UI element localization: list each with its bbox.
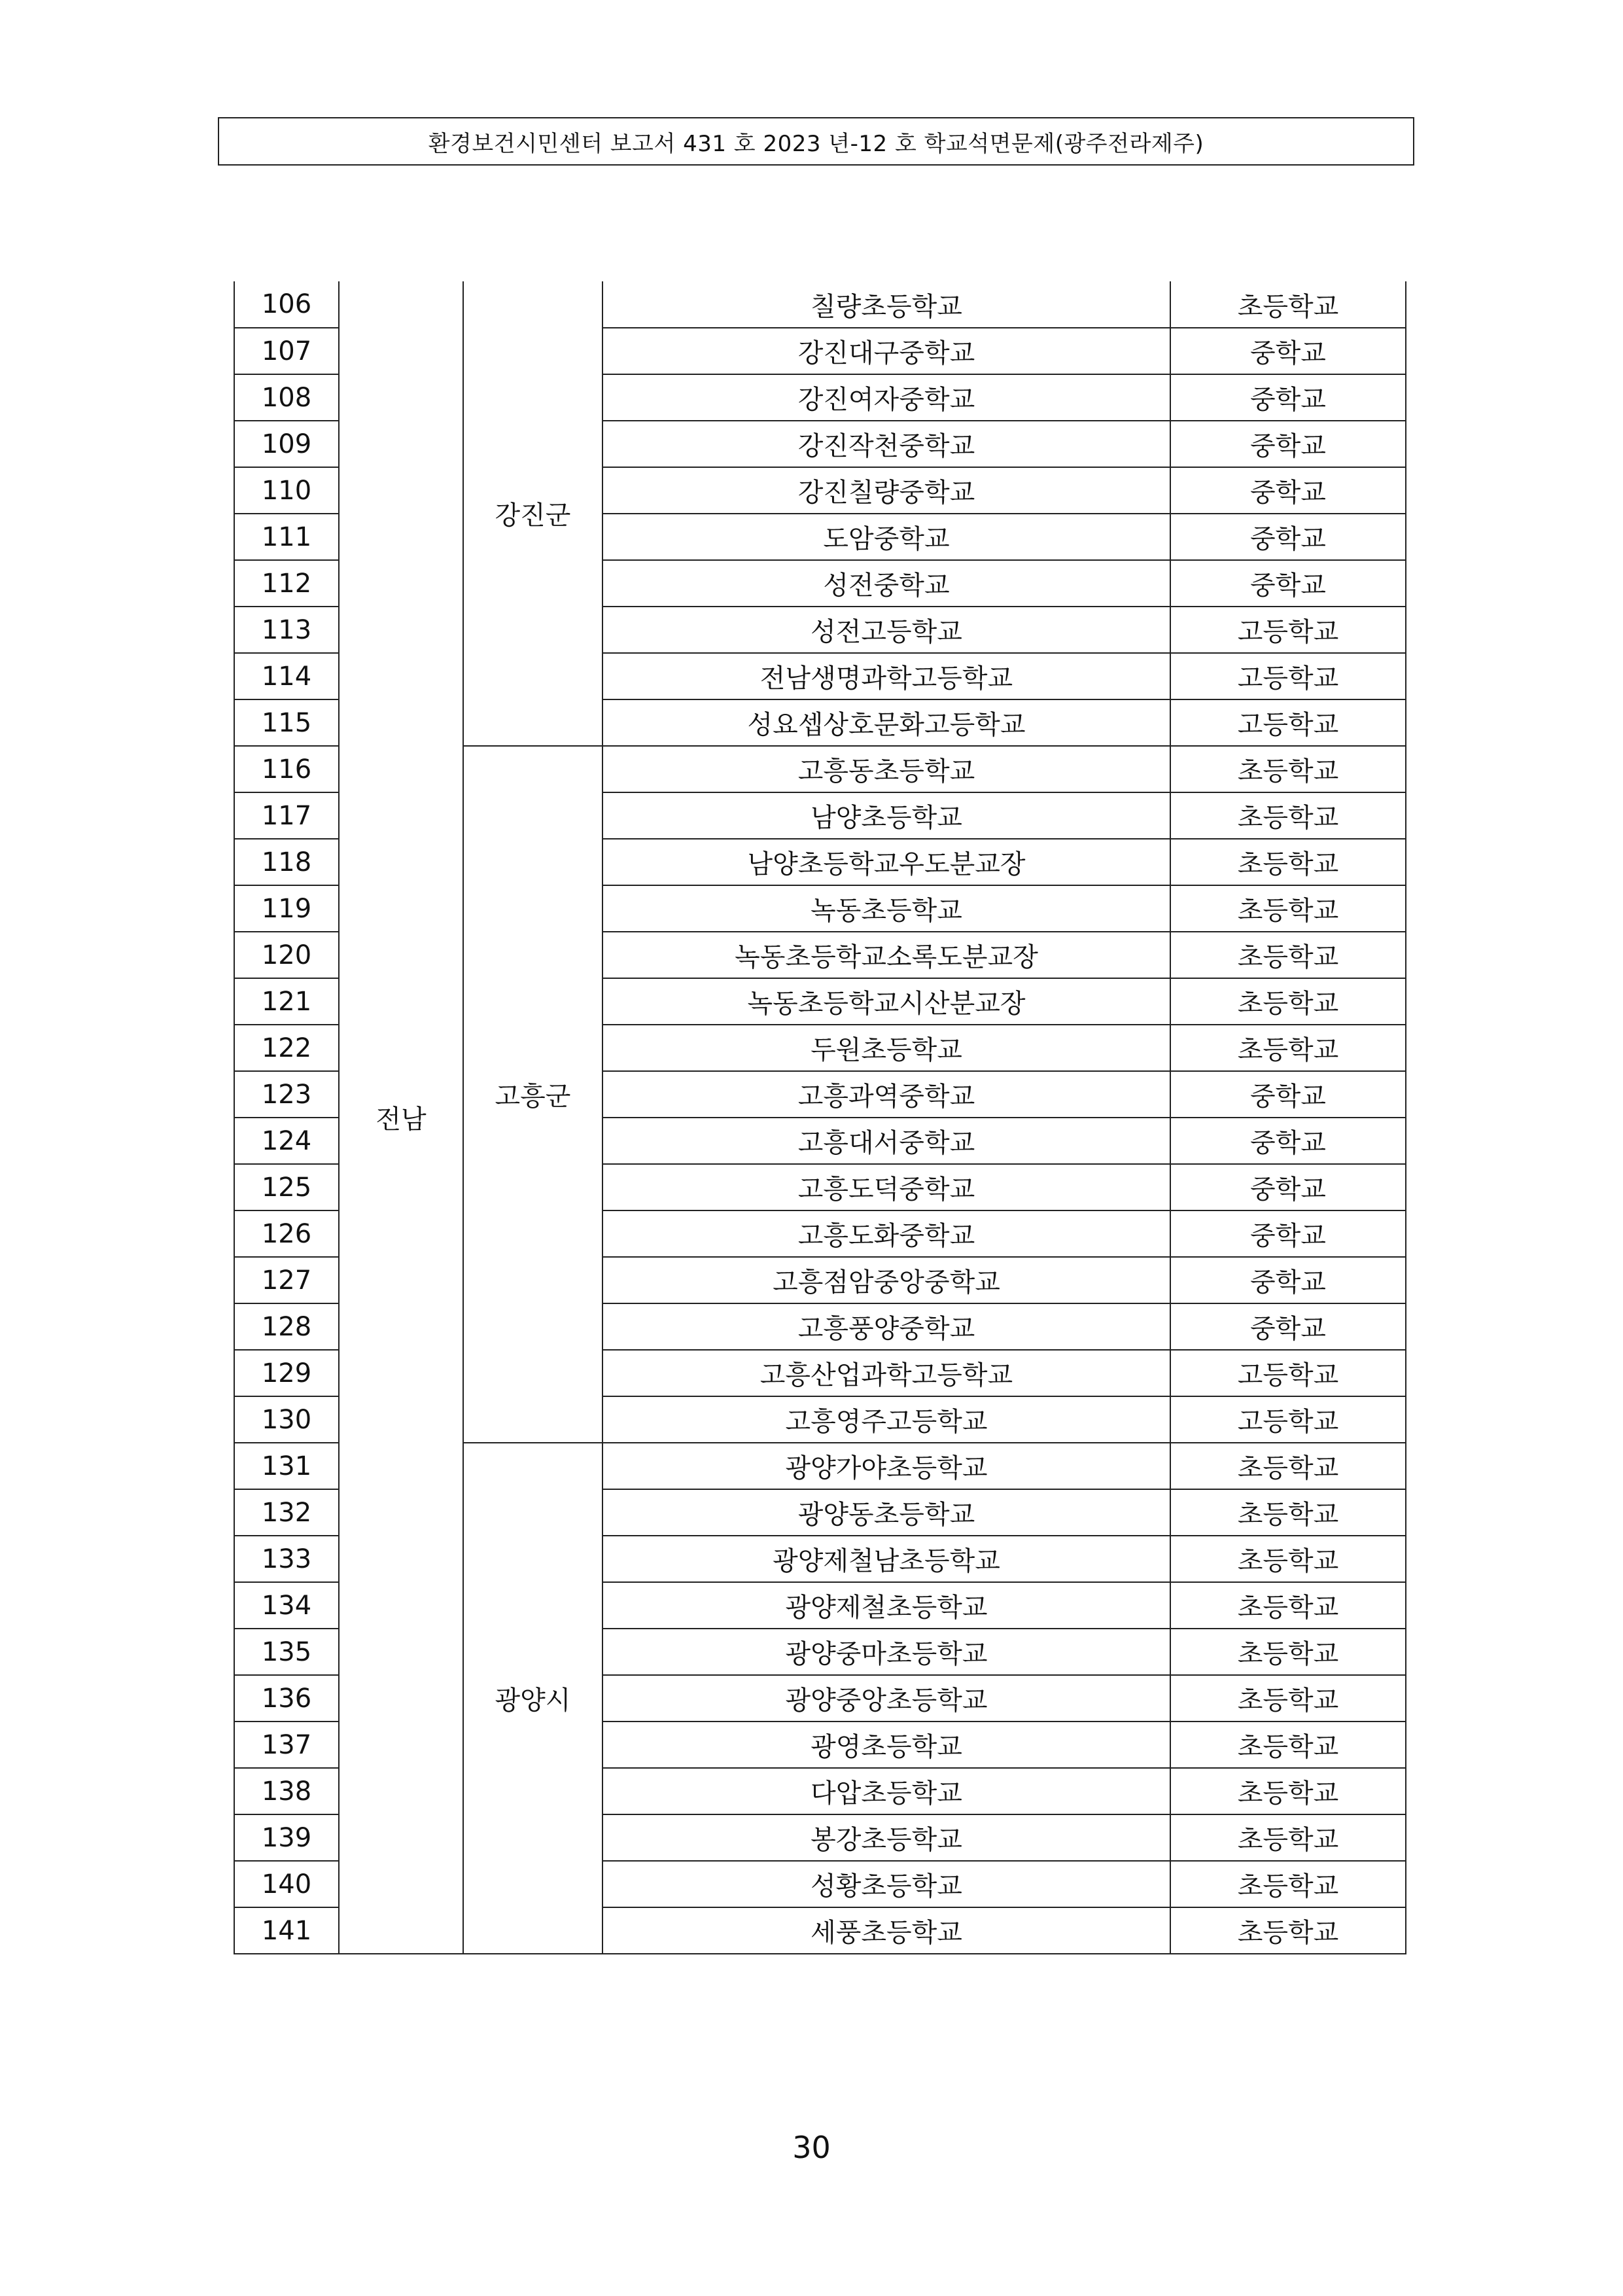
school-name-cell: 고흥영주고등학교 [602,1396,1170,1443]
school-name-cell: 고흥점암중앙중학교 [602,1257,1170,1303]
row-number-cell: 113 [234,607,339,653]
row-number-cell: 122 [234,1025,339,1071]
row-number-cell: 135 [234,1629,339,1675]
row-number-cell: 141 [234,1907,339,1954]
school-name-cell: 전남생명과학고등학교 [602,653,1170,699]
district-cell: 광양시 [463,1443,602,1954]
row-number-cell: 123 [234,1071,339,1118]
row-number-cell: 116 [234,746,339,792]
school-type-cell: 중학교 [1170,514,1406,560]
report-header-title: 환경보건시민센터 보고서 431 호 2023 년-12 호 학교석면문제(광주전라제주) [428,130,1204,157]
row-number-cell: 111 [234,514,339,560]
school-name-cell: 고흥산업과학고등학교 [602,1350,1170,1396]
school-type-cell: 초등학교 [1170,932,1406,978]
school-type-cell: 초등학교 [1170,1861,1406,1907]
school-name-cell: 강진작천중학교 [602,421,1170,467]
district-cell: 고흥군 [463,746,602,1443]
school-type-cell: 초등학교 [1170,839,1406,885]
row-number-cell: 131 [234,1443,339,1489]
school-name-cell: 광양중마초등학교 [602,1629,1170,1675]
school-name-cell: 두원초등학교 [602,1025,1170,1071]
row-number-cell: 132 [234,1489,339,1536]
row-number-cell: 117 [234,792,339,839]
school-type-cell: 초등학교 [1170,1814,1406,1861]
row-number-cell: 124 [234,1118,339,1164]
school-name-cell: 세풍초등학교 [602,1907,1170,1954]
school-type-cell: 중학교 [1170,1118,1406,1164]
school-type-cell: 초등학교 [1170,1443,1406,1489]
school-name-cell: 광양중앙초등학교 [602,1675,1170,1722]
row-number-cell: 106 [234,281,339,328]
school-type-cell: 중학교 [1170,467,1406,514]
school-name-cell: 강진칠량중학교 [602,467,1170,514]
school-type-cell: 고등학교 [1170,607,1406,653]
school-name-cell: 성요셉상호문화고등학교 [602,699,1170,746]
school-name-cell: 고흥대서중학교 [602,1118,1170,1164]
school-type-cell: 중학교 [1170,1164,1406,1210]
school-type-cell: 초등학교 [1170,1582,1406,1629]
table-row [234,281,1406,328]
school-name-cell: 녹동초등학교시산분교장 [602,978,1170,1025]
school-type-cell: 중학교 [1170,374,1406,421]
school-name-cell: 봉강초등학교 [602,1814,1170,1861]
school-type-cell: 초등학교 [1170,1025,1406,1071]
school-name-cell: 고흥동초등학교 [602,746,1170,792]
school-type-cell: 초등학교 [1170,1722,1406,1768]
school-table-body [234,281,1406,1954]
school-type-cell: 중학교 [1170,421,1406,467]
school-type-cell: 초등학교 [1170,1489,1406,1536]
school-type-cell: 중학교 [1170,328,1406,374]
school-name-cell: 강진대구중학교 [602,328,1170,374]
school-type-cell: 중학교 [1170,1257,1406,1303]
school-name-cell: 고흥도화중학교 [602,1210,1170,1257]
school-name-cell: 남양초등학교우도분교장 [602,839,1170,885]
school-type-cell: 초등학교 [1170,281,1406,328]
school-type-cell: 초등학교 [1170,978,1406,1025]
school-name-cell: 광영초등학교 [602,1722,1170,1768]
school-type-cell: 고등학교 [1170,1350,1406,1396]
school-name-cell: 녹동초등학교 [602,885,1170,932]
row-number-cell: 119 [234,885,339,932]
row-number-cell: 120 [234,932,339,978]
school-name-cell: 강진여자중학교 [602,374,1170,421]
page-number: 30 [792,2130,831,2165]
school-name-cell: 광양가야초등학교 [602,1443,1170,1489]
row-number-cell: 140 [234,1861,339,1907]
row-number-cell: 126 [234,1210,339,1257]
school-name-cell: 성황초등학교 [602,1861,1170,1907]
school-name-cell: 광양제철남초등학교 [602,1536,1170,1582]
school-type-cell: 초등학교 [1170,746,1406,792]
row-number-cell: 138 [234,1768,339,1814]
row-number-cell: 109 [234,421,339,467]
report-header [218,117,1414,166]
row-number-cell: 130 [234,1396,339,1443]
school-name-cell: 성전고등학교 [602,607,1170,653]
row-number-cell: 133 [234,1536,339,1582]
row-number-cell: 110 [234,467,339,514]
school-name-cell: 남양초등학교 [602,792,1170,839]
row-number-cell: 127 [234,1257,339,1303]
school-type-cell: 중학교 [1170,1071,1406,1118]
row-number-cell: 137 [234,1722,339,1768]
row-number-cell: 129 [234,1350,339,1396]
school-name-cell: 칠량초등학교 [602,281,1170,328]
row-number-cell: 134 [234,1582,339,1629]
school-name-cell: 고흥도덕중학교 [602,1164,1170,1210]
school-name-cell: 광양제철초등학교 [602,1582,1170,1629]
school-type-cell: 중학교 [1170,1303,1406,1350]
school-type-cell: 초등학교 [1170,1768,1406,1814]
school-type-cell: 초등학교 [1170,1907,1406,1954]
row-number-cell: 107 [234,328,339,374]
school-name-cell: 도암중학교 [602,514,1170,560]
school-type-cell: 초등학교 [1170,792,1406,839]
school-name-cell: 녹동초등학교소록도분교장 [602,932,1170,978]
row-number-cell: 121 [234,978,339,1025]
school-type-cell: 고등학교 [1170,699,1406,746]
row-number-cell: 115 [234,699,339,746]
school-name-cell: 다압초등학교 [602,1768,1170,1814]
row-number-cell: 114 [234,653,339,699]
school-table [234,281,1406,1954]
school-type-cell: 초등학교 [1170,885,1406,932]
school-type-cell: 초등학교 [1170,1536,1406,1582]
row-number-cell: 128 [234,1303,339,1350]
school-name-cell: 성전중학교 [602,560,1170,607]
school-type-cell: 초등학교 [1170,1675,1406,1722]
school-type-cell: 중학교 [1170,1210,1406,1257]
school-name-cell: 고흥과역중학교 [602,1071,1170,1118]
school-type-cell: 고등학교 [1170,653,1406,699]
school-type-cell: 고등학교 [1170,1396,1406,1443]
region-cell: 전남 [339,281,463,1954]
row-number-cell: 136 [234,1675,339,1722]
row-number-cell: 125 [234,1164,339,1210]
row-number-cell: 118 [234,839,339,885]
school-type-cell: 초등학교 [1170,1629,1406,1675]
district-cell: 강진군 [463,281,602,746]
row-number-cell: 112 [234,560,339,607]
school-name-cell: 고흥풍양중학교 [602,1303,1170,1350]
school-type-cell: 중학교 [1170,560,1406,607]
school-name-cell: 광양동초등학교 [602,1489,1170,1536]
row-number-cell: 108 [234,374,339,421]
row-number-cell: 139 [234,1814,339,1861]
